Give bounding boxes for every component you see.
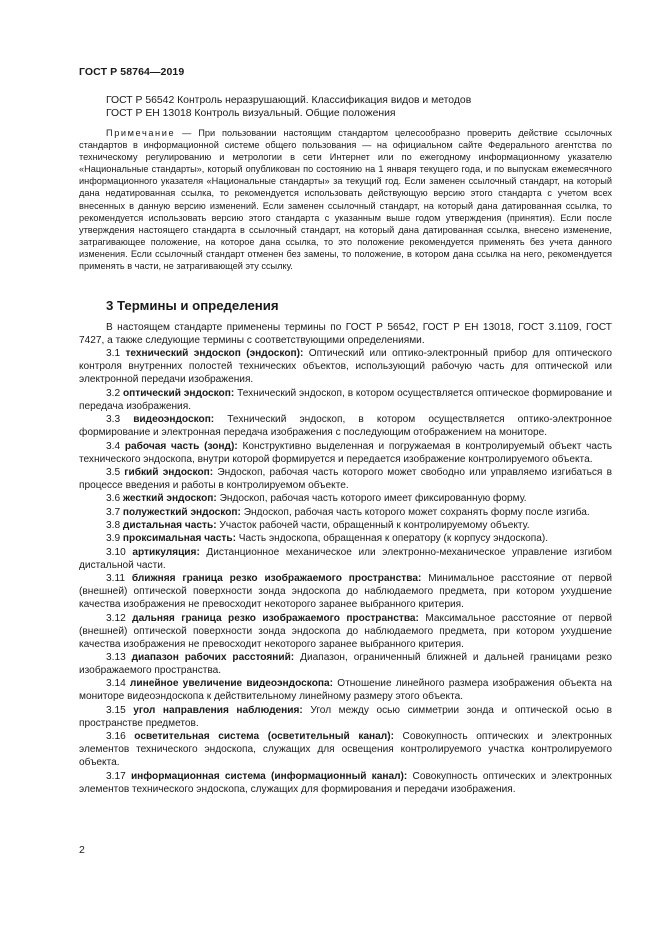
term-number: 3.6 bbox=[106, 493, 123, 505]
term-number: 3.12 bbox=[106, 612, 133, 624]
term-text: Диапазон, ограниченный ближней и дальней границами резко изображаемого пространства. bbox=[79, 652, 612, 677]
term-definition bbox=[79, 730, 612, 769]
term-number: 3.16 bbox=[106, 731, 135, 743]
term-name: дальняя граница резко изображаемого пространства: bbox=[132, 612, 419, 624]
term-definition bbox=[79, 347, 612, 386]
section-body bbox=[79, 321, 612, 796]
term-name: полужесткий эндоскоп: bbox=[122, 506, 241, 518]
reference-line: ГОСТ Р 56542 Контроль неразрушающий. Классификация видов и методов bbox=[106, 95, 472, 106]
page-number: 2 bbox=[79, 844, 85, 856]
section-intro: В настоящем стандарте применены термины по ГОСТ Р 56542, ГОСТ Р ЕН 13018, ГОСТ 3.1109, ГОСТ 7427, а также следующие термины с соответствующими определениями. bbox=[79, 322, 612, 347]
term-text: Эндоскоп, рабочая часть которого может свободно или управляемо изгибаться в процессе введения и работы в контролируемом объекте. bbox=[79, 467, 612, 492]
term-definition bbox=[79, 492, 612, 505]
term-definition bbox=[79, 519, 612, 532]
note-label: Примечание bbox=[106, 128, 176, 138]
term-name: проксимальная часть: bbox=[122, 533, 236, 545]
terms-list bbox=[79, 347, 612, 795]
term-number: 3.15 bbox=[106, 704, 134, 716]
term-name: ближняя граница резко изображаемого пространства: bbox=[131, 573, 422, 585]
term-number: 3.2 bbox=[106, 387, 123, 399]
term-name: дистальная часть: bbox=[122, 520, 217, 532]
term-definition bbox=[79, 651, 612, 677]
term-name: видеоэндоскоп: bbox=[133, 414, 215, 426]
term-text: Совокупность оптических и электронных элементов технического эндоскопа, служащих для освещения контролируемого участка контролируемого объекта. bbox=[79, 731, 612, 769]
term-name: осветительная система (осветительный канал): bbox=[134, 731, 394, 743]
term-definition bbox=[79, 413, 612, 439]
term-name: линейное увеличение видеоэндоскопа: bbox=[129, 678, 333, 690]
term-number: 3.4 bbox=[106, 440, 125, 452]
term-name: технический эндоскоп (эндоскоп): bbox=[125, 348, 304, 360]
note-paragraph bbox=[79, 127, 612, 272]
normative-references bbox=[106, 94, 471, 120]
term-number: 3.10 bbox=[106, 546, 133, 558]
term-definition bbox=[79, 546, 612, 572]
term-definition bbox=[79, 387, 612, 413]
document-header: ГОСТ Р 58764—2019 bbox=[79, 66, 185, 78]
term-definition bbox=[79, 532, 612, 545]
term-definition bbox=[79, 612, 612, 651]
term-definition bbox=[79, 677, 612, 703]
term-definition bbox=[79, 440, 612, 466]
term-definition bbox=[79, 506, 612, 519]
term-text: Минимальное расстояние от первой (внешней) оптической поверхности зонда эндоскопа до наблюдаемого предмета, при котором ухудшение качества изображения не превосходит некоторого заранее выбранного критерия. bbox=[79, 573, 612, 611]
term-number: 3.3 bbox=[106, 414, 134, 426]
term-text: Максимальное расстояние от первой (внешней) оптической поверхности зонда эндоскопа до наблюдаемого предмета, при котором ухудшение качества изображения не превосходит некоторого заранее выбранного критерия. bbox=[79, 612, 612, 650]
term-number: 3.8 bbox=[106, 520, 123, 532]
term-definition bbox=[79, 572, 612, 611]
term-number: 3.13 bbox=[106, 652, 132, 664]
note-text: — При пользовании настоящим стандартом целесообразно проверить действие ссылочных стандартов в информационной системе общего пользования — на официальном сайте Федерального агентства по техническому регулированию и метрологии в сети Интернет или по ежегодному информационному указателю «Национальные стандарты», который опубликован по состоянию на 1 января текущего года, и по выпускам ежемесячного информационного указателя «Национальные стандарты» за текущий год. Если заменен ссылочный стандарт, на который дана недатированная ссылка, то рекомендуется использовать действующую версию этого стандарта с учетом всех внесенных в данную версию изменений. Если заменен ссылочный стандарт, на который дана датированная ссылка, то рекомендуется использовать версию этого стандарта с указанным выше годом утверждения (принятия). Если после утверждения настоящего стандарта в ссылочный стандарт, на который дана датированная ссылка, внесено изменение, затрагивающее положение, на которое дана ссылка, то это положение рекомендуется применять без учета данного изменения. Если ссылочный стандарт отменен без замены, то положение, в котором дана ссылка на него, рекомендуется применять в части, не затрагивающей эту ссылку. bbox=[79, 128, 612, 272]
term-definition bbox=[79, 466, 612, 492]
term-text: Отношение линейного размера изображения объекта на мониторе видеоэндоскопа к действительному линейному размеру этого объекта. bbox=[79, 678, 612, 703]
term-name: оптический эндоскоп: bbox=[122, 387, 235, 399]
term-number: 3.7 bbox=[106, 506, 123, 518]
term-number: 3.14 bbox=[106, 678, 130, 690]
term-name: гибкий эндоскоп: bbox=[124, 467, 214, 478]
reference-line: ГОСТ Р ЕН 13018 Контроль визуальный. Общие положения bbox=[106, 108, 396, 119]
term-number: 3.5 bbox=[106, 467, 125, 478]
term-text: Совокупность оптических и электронных элементов технического эндоскопа, служащих для формирования и передачи изображения. bbox=[79, 770, 612, 795]
term-name: диапазон рабочих расстояний: bbox=[131, 652, 295, 664]
term-definition bbox=[79, 704, 612, 730]
term-text: Участок рабочей части, обращенный к контролируемому объекту. bbox=[216, 520, 530, 532]
term-name: угол направления наблюдения: bbox=[133, 704, 303, 716]
term-text: Угол между осью симметрии зонда и оптической осью в пространстве предметов. bbox=[79, 704, 612, 729]
term-name: рабочая часть (зонд): bbox=[124, 440, 238, 452]
term-text: Технический эндоскоп, в котором осуществляется оптико-электронное формирование и электронная передача изображения с последующим отображением на мониторе. bbox=[79, 414, 612, 439]
term-text: Конструктивно выделенная и погружаемая в контролируемый объект часть технического эндоскопа, внутри которой формируется и передается изображение контролируемого объекта. bbox=[79, 440, 612, 465]
term-name: жесткий эндоскоп: bbox=[122, 493, 217, 505]
term-number: 3.1 bbox=[106, 348, 126, 360]
term-name: артикуляция: bbox=[132, 546, 200, 558]
term-definition bbox=[79, 770, 612, 796]
term-name: информационная система (информационный канал): bbox=[130, 770, 408, 782]
term-number: 3.9 bbox=[106, 533, 123, 545]
term-text: Часть эндоскопа, обращенная к оператору (к корпусу эндоскопа). bbox=[235, 533, 549, 545]
term-text: Дистанционное механическое или электронно-механическое управление изгибом дистальной части. bbox=[79, 546, 612, 571]
term-text: Оптический или оптико-электронный прибор для оптического контроля внутренних полостей технических объектов, использующий рабочую часть для оптической или электронной передачи изображения. bbox=[79, 348, 612, 386]
term-text: Эндоскоп, рабочая часть которого может сохранять форму после изгиба. bbox=[240, 506, 590, 518]
term-text: Технический эндоскоп, в котором осуществляется оптическое формирование и передача изображения. bbox=[79, 387, 612, 412]
term-number: 3.17 bbox=[106, 770, 131, 782]
term-number: 3.11 bbox=[106, 573, 132, 585]
term-text: Эндоскоп, рабочая часть которого имеет фиксированную форму. bbox=[216, 493, 527, 505]
section-title: 3 Термины и определения bbox=[106, 298, 279, 313]
